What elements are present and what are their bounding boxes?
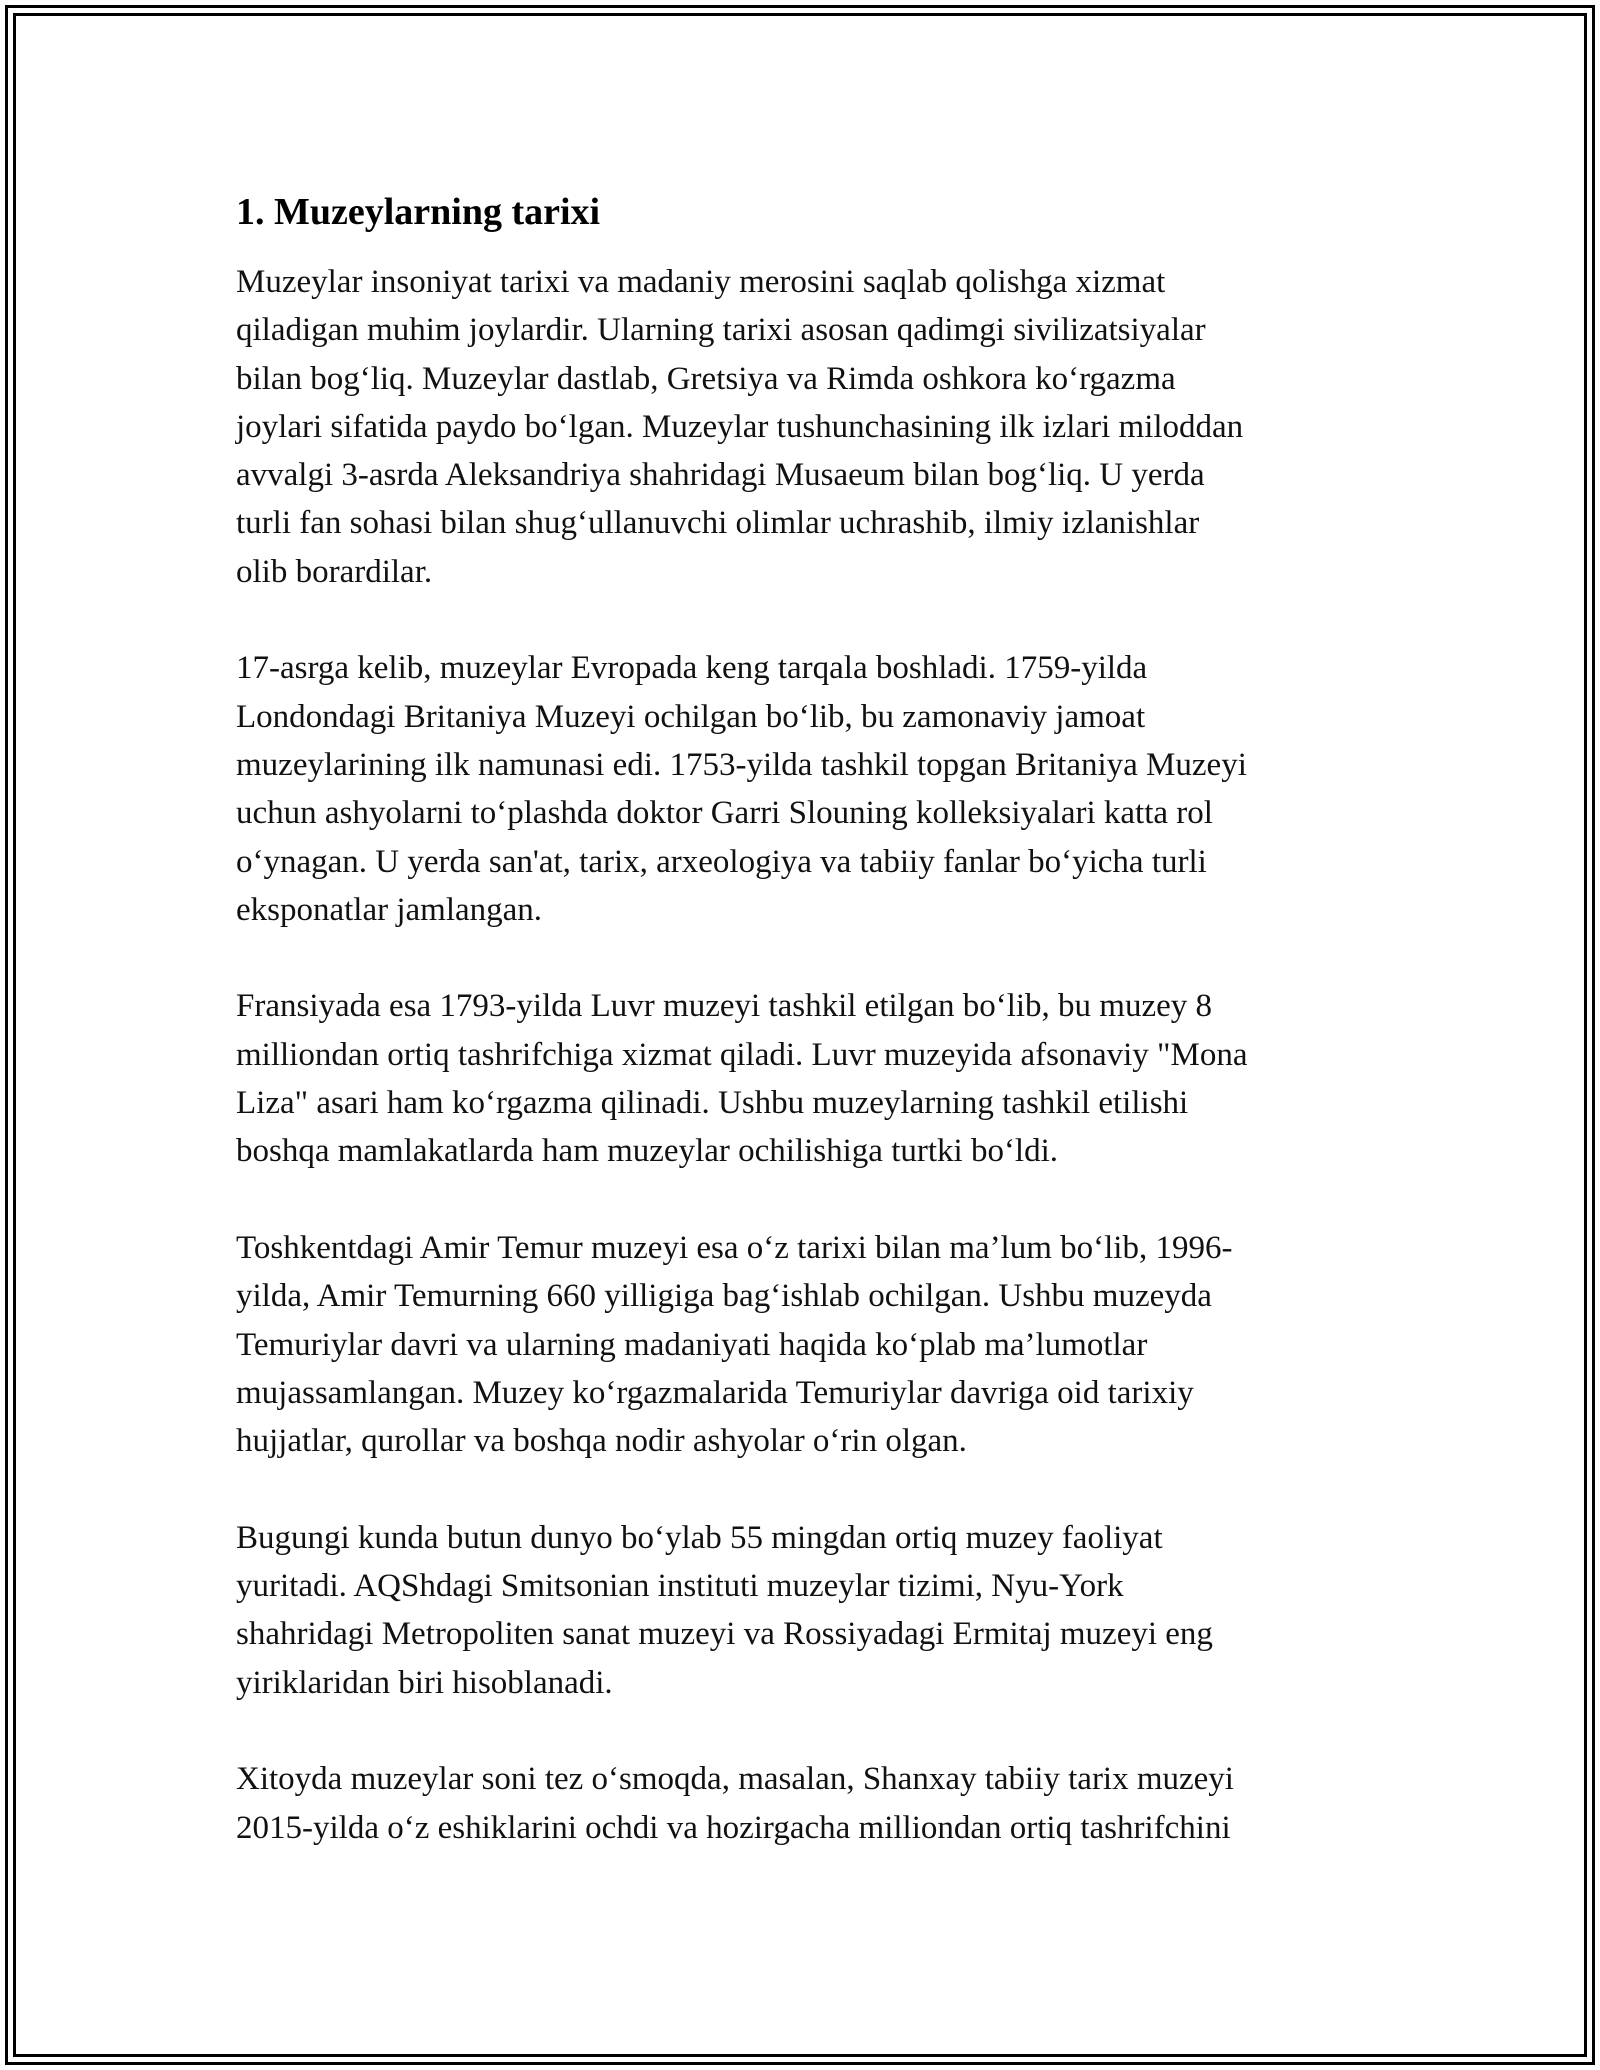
text-line: Liza" asari ham ko‘rgazma qilinadi. Ushbu muzeylarning tashkil etilishi [236, 1085, 1189, 1122]
text-line: yiriklaridan biri hisoblanadi. [236, 1664, 613, 1701]
text-line: 2015-yilda o‘z eshiklarini ochdi va hozirgacha milliondan ortiq tashrifchini [236, 1809, 1231, 1846]
paragraph-amir-temur-museum [236, 1224, 1376, 1465]
text-line: shahridagi Metropoliten sanat muzeyi va Rossiyadagi Ermitaj muzeyi eng [236, 1616, 1213, 1653]
text-line: yilda, Amir Temurning 660 yilligiga bag‘ishlab ochilgan. Ushbu muzeyda [236, 1278, 1212, 1315]
text-line: Toshkentdagi Amir Temur muzeyi esa o‘z tarixi bilan ma’lum bo‘lib, 1996- [236, 1229, 1233, 1266]
text-line: avvalgi 3-asrda Aleksandriya shahridagi Musaeum bilan bog‘liq. U yerda [236, 457, 1205, 494]
text-line: Fransiyada esa 1793-yilda Luvr muzeyi tashkil etilgan bo‘lib, bu muzey 8 [236, 988, 1213, 1025]
text-line: turli fan sohasi bilan shug‘ullanuvchi olimlar uchrashib, ilmiy izlanishlar [236, 505, 1200, 542]
text-line: Bugungi kunda butun dunyo bo‘ylab 55 mingdan ortiq muzey faoliyat [236, 1519, 1163, 1556]
text-line: Xitoyda muzeylar soni tez o‘smoqda, masalan, Shanxay tabiiy tarix muzeyi [236, 1761, 1234, 1798]
text-line: mujassamlangan. Muzey ko‘rgazmalarida Temuriylar davriga oid tarixiy [236, 1374, 1194, 1411]
text-line: muzeylarining ilk namunasi edi. 1753-yilda tashkil topgan Britaniya Muzeyi [236, 746, 1247, 783]
text-line: bilan bog‘liq. Muzeylar dastlab, Gretsiya va Rimda oshkora ko‘rgazma [236, 360, 1176, 397]
text-line: olib borardilar. [236, 553, 433, 590]
paragraph-china-museums [236, 1755, 1376, 1852]
document-body [236, 188, 1376, 1900]
paragraph-louvre [236, 982, 1376, 1175]
text-line: Temuriylar davri va ularning madaniyati haqida ko‘plab ma’lumotlar [236, 1326, 1148, 1363]
text-line: milliondan ortiq tashrifchiga xizmat qiladi. Luvr muzeyida afsonaviy "Mona [236, 1036, 1248, 1073]
paragraph-british-museum [236, 644, 1376, 934]
paragraph-history-origins [236, 258, 1376, 596]
text-line: o‘ynagan. U yerda san'at, tarix, arxeologiya va tabiiy fanlar bo‘yicha turli [236, 843, 1207, 880]
text-line: uchun ashyolarni to‘plashda doktor Garri Slouning kolleksiyalari katta rol [236, 795, 1213, 832]
text-line: boshqa mamlakatlarda ham muzeylar ochilishiga turtki bo‘ldi. [236, 1133, 1059, 1170]
text-line: Londondagi Britaniya Muzeyi ochilgan bo‘lib, bu zamonaviy jamoat [236, 698, 1146, 735]
text-line: eksponatlar jamlangan. [236, 891, 543, 928]
text-line: Muzeylar insoniyat tarixi va madaniy merosini saqlab qolishga xizmat [236, 264, 1166, 300]
text-line: 17-asrga kelib, muzeylar Evropada keng tarqala boshladi. 1759-yilda [236, 650, 1148, 687]
text-line: yuritadi. AQShdagi Smitsonian instituti muzeylar tizimi, Nyu-York [236, 1568, 1124, 1605]
text-line: qiladigan muhim joylardir. Ularning tarixi asosan qadimgi sivilizatsiyalar [236, 312, 1206, 349]
paragraph-museums-today [236, 1514, 1376, 1707]
section-heading: 1. Muzeylarning tarixi [236, 191, 601, 233]
text-line: hujjatlar, qurollar va boshqa nodir ashyolar o‘rin olgan. [236, 1423, 967, 1460]
text-line: joylari sifatida paydo bo‘lgan. Muzeylar tushunchasining ilk izlari miloddan [236, 408, 1244, 445]
